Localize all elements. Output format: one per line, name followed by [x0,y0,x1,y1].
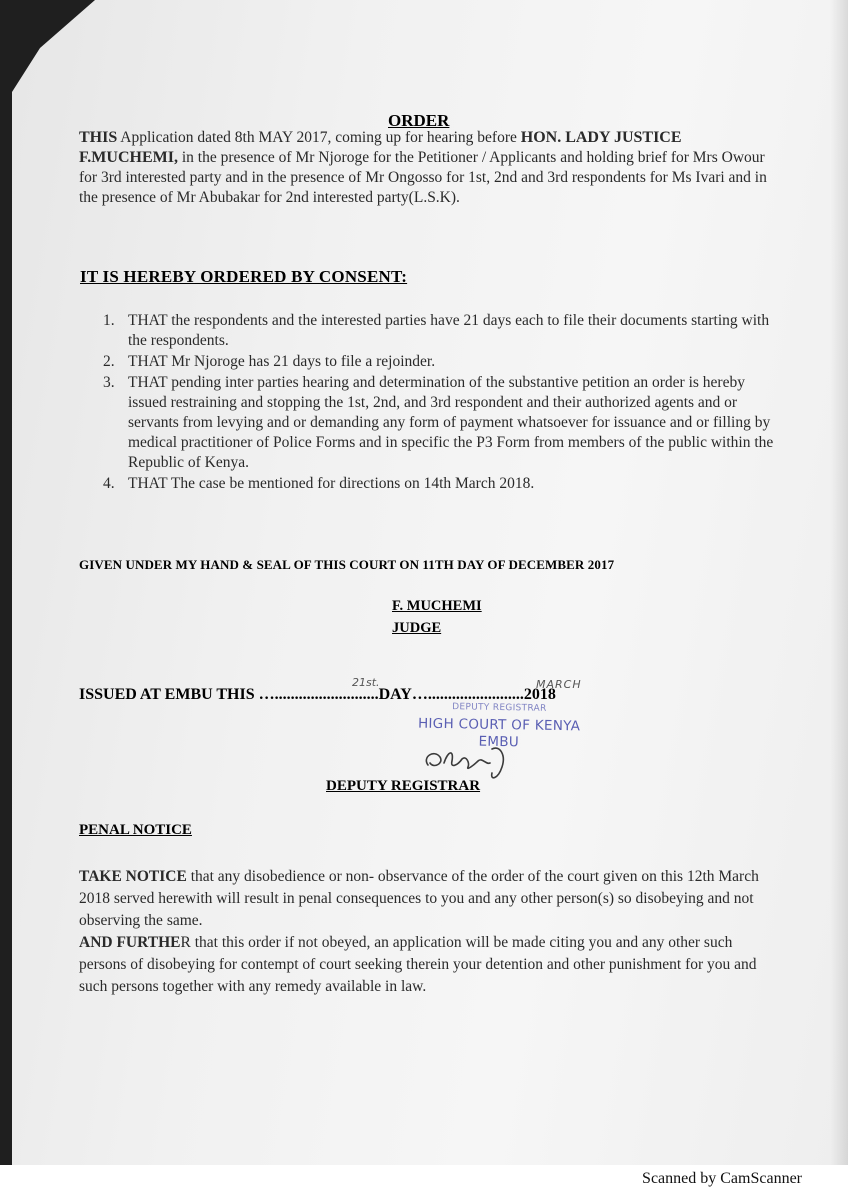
order-item [103,474,783,494]
penal-notice-body [79,866,769,998]
issued-dots: …........................ [411,686,524,703]
issued-prefix: ISSUED AT EMBU THIS ….......................... [79,686,379,703]
order-items-list [103,311,783,495]
penal-paragraph-1-text: that any disobedience or non- observance of the order of the court given on this 12th March 2018 served herewith will result in penal consequences to you and any other person(s) so disobeying and not observing the same. [79,868,759,929]
judge-name: F. MUCHEMI [392,598,482,614]
order-item-number: 2. [103,353,115,370]
consent-heading: IT IS HEREBY ORDERED BY CONSENT: [80,267,408,286]
handwritten-day: 21st. [352,676,380,689]
deputy-registrar-label: DEPUTY REGISTRAR [326,778,481,794]
judge-title: JUDGE [392,620,442,636]
intro-lead: THIS [79,129,118,146]
page-shadow [830,0,848,1165]
order-item-text: THAT The case be mentioned for directions on 14th March 2018. [128,475,535,492]
issued-day-label: DAY [378,686,412,703]
issued-year: 2018 [523,686,556,703]
order-intro-paragraph [79,128,779,208]
order-heading: ORDER [388,111,450,130]
take-notice-lead: TAKE NOTICE [79,868,187,885]
stamp-line-2: HIGH COURT OF KENYA [417,715,581,735]
order-item-text: THAT pending inter parties hearing and determination of the substantive petition an order is hereby issued restraining and stopping the 1st, 2nd, and 3rd respondent and their authorized agents and or servants from levying and or demanding any form of payment whatsoever for issuance and or filling by medical practitioner of Police Forms and in specific the P3 Form from members of the public within the Republic of Kenya. [128,374,774,471]
order-item [103,311,783,351]
handwritten-month: MARCH [536,678,582,691]
intro-judge: HON. LADY JUSTICE F.MUCHEMI, [79,129,682,166]
penal-paragraph-2-text: that this order if not obeyed, an application will be made citing you and any other such persons of disobeying for contempt of court seeking therein your detention and other punishment for you and such persons together with any remedy available in law. [79,934,757,995]
order-item-text: THAT the respondents and the interested parties have 21 days each to file their documents starting with the respondents. [128,312,770,349]
and-further-tail: R [180,934,191,951]
penal-paragraph-1 [79,866,769,932]
intro-text-2: in the presence of Mr Njoroge for the Petitioner / Applicants and holding brief for Mrs Owour for 3rd interested party and in the presence of Mr Ongosso for 1st, 2nd and 3rd respondents for Ms Ivari and in the presence of Mr Abubakar for 2nd interested party(L.S.K). [79,149,767,206]
intro-text-1: Application dated 8th MAY 2017, coming up for hearing before [117,129,521,146]
order-item-text: THAT Mr Njoroge has 21 days to file a rejoinder. [128,353,436,370]
and-further-lead: AND FURTHE [79,934,181,951]
order-item [103,352,783,372]
order-item-number: 4. [103,475,115,492]
order-item-number: 1. [103,312,115,329]
order-item-number: 3. [103,374,115,391]
stamp-line-3: EMBU [478,733,520,751]
stamp-line-1: DEPUTY REGISTRAR [452,702,547,714]
order-item [103,373,783,473]
camscanner-watermark: Scanned by CamScanner [642,1170,802,1187]
penal-notice-title: PENAL NOTICE [79,822,192,838]
given-under-hand-line: GIVEN UNDER MY HAND & SEAL OF THIS COURT ON 11TH DAY OF DECEMBER 2017 [79,557,615,572]
penal-paragraph-2 [79,932,769,998]
